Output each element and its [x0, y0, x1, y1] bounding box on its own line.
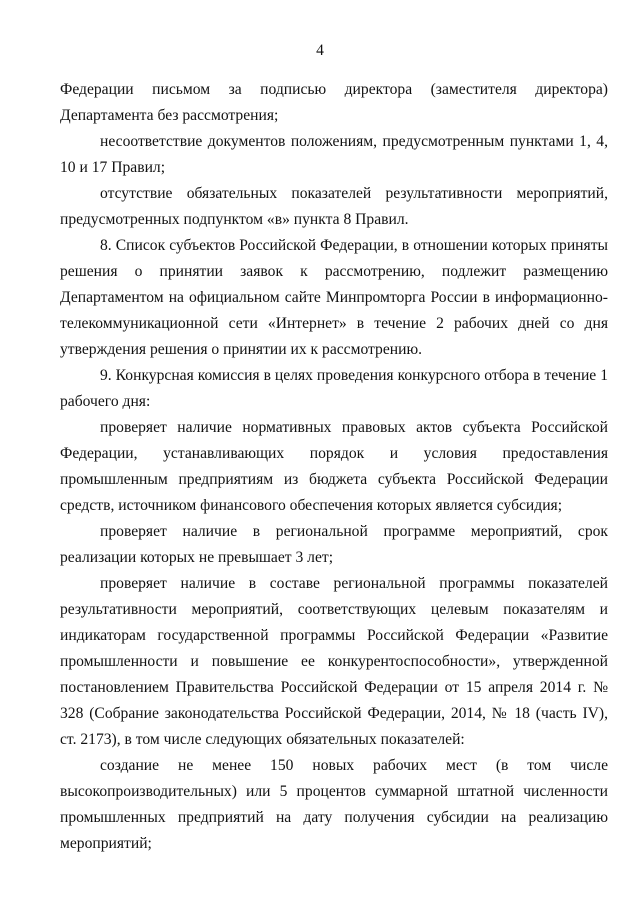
document-body — [60, 77, 608, 857]
page-number: 4 — [316, 42, 324, 59]
paragraph-new-jobs: создание не менее 150 новых рабочих мест (в том числе высокопроизводительных) или 5 процентов суммарной штатной численности промышленных предприятий на дату получения субсидии на реализацию мероприятий; — [60, 757, 608, 852]
paragraph-nonconformity: несоответствие документов положениям, предусмотренным пунктами 1, 4, 10 и 17 Правил; — [60, 133, 608, 176]
paragraph-item-9: 9. Конкурсная комиссия в целях проведения конкурсного отбора в течение 1 рабочего дня: — [60, 367, 608, 410]
paragraph-check-program-term: проверяет наличие в региональной программе мероприятий, срок реализации которых не превышает 3 лет; — [60, 523, 608, 566]
paragraph-missing-indicators: отсутствие обязательных показателей результативности мероприятий, предусмотренных подпунктом «в» пункта 8 Правил. — [60, 185, 608, 228]
paragraph-continuation: Федерации письмом за подписью директора (заместителя директора) Департамента без рассмотрения; — [60, 81, 608, 124]
paragraph-check-legal-acts: проверяет наличие нормативных правовых актов субъекта Российской Федерации, устанавливающих порядок и условия предоставления промышленным предприятиям из бюджета субъекта Российской Федерации средств, источником финансового обеспечения которых является субсидия; — [60, 419, 608, 514]
paragraph-item-8: 8. Список субъектов Российской Федерации, в отношении которых приняты решения о принятии заявок к рассмотрению, подлежит размещению Департаментом на официальном сайте Минпромторга России в информационно-телекоммуникационной сети «Интернет» в течение 2 рабочих дней со дня утверждения решения о принятии их к рассмотрению. — [60, 237, 608, 358]
paragraph-check-indicators: проверяет наличие в составе региональной программы показателей результативности мероприятий, соответствующих целевым показателям и индикаторам государственной программы Российской Федерации «Развитие промышленности и повышение ее конкурентоспособности», утвержденной постановлением Правительства Российской Федерации от 15 апреля 2014 г. № 328 (Собрание законодательства Российской Федерации, 2014, № 18 (часть IV), ст. 2173), в том числе следующих обязательных показателей: — [60, 575, 608, 748]
